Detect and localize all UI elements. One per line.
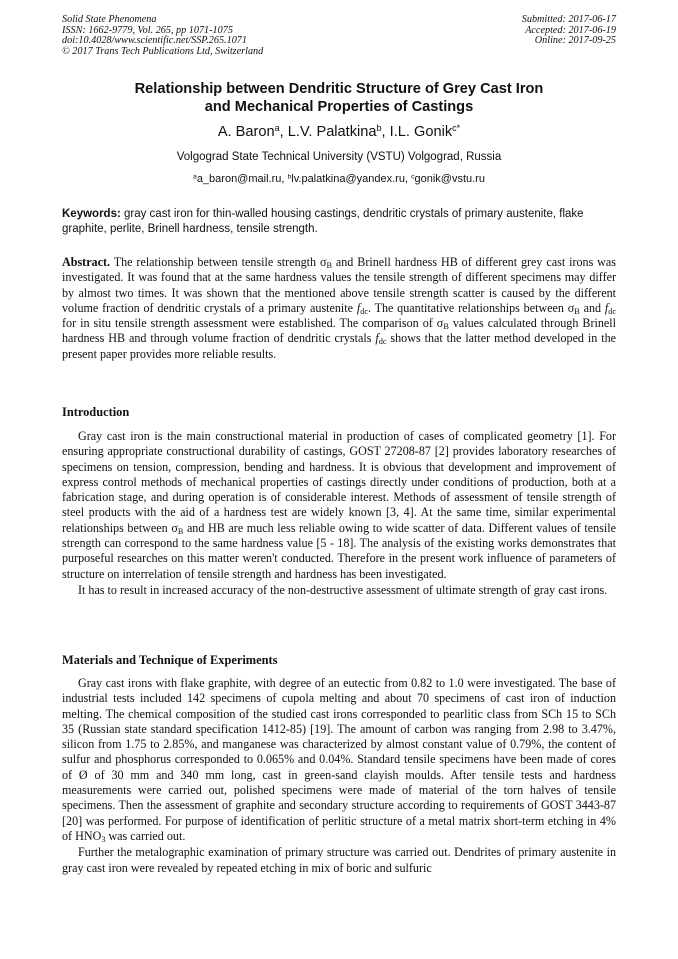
abstract-text: shows that the latter method developed in the present paper provides more reliable results. [62,331,616,361]
symbol: f [356,300,361,315]
journal-doi: doi:10.4028/www.scientific.net/SSP.265.1071 [62,35,247,47]
keywords-label: Keywords: [62,208,121,220]
affiliation: Volgograd State Technical University (VSTU) Volgograd, Russia [176,151,502,163]
author-emails [40,172,638,186]
symbol: f [604,300,609,315]
abstract [62,255,616,362]
paragraph: It has to result in increased accuracy of the non-destructive assessment of ultimate strength of gray cast irons. [78,582,608,597]
paragraph-text: and HB are much less reliable owing to wide scatter of data. Different values of tensile strength can correspond to the same hardness value [5 - 18]. The analysis of the existing works demonstrates that purposeful researches on this matter weren't conducted. Therefore in the present work influence of parameters of structure on interrelation of tensile strength and hardness has been investigated. [62,520,616,581]
abstract-label: Abstract. [62,255,111,269]
journal-header-right [522,15,616,47]
email-mark: b [287,173,292,181]
subscript: B [177,526,184,536]
abstract-text: and Brinell hardness HB of different grey cast irons was investigated. It was found that at the same hardness values the tensile strength of different specimens may differ by almost two times. It was shown that the mentioned above tensile strength scatter is caused by the different volume fraction of dendritic crystals of a primary austenite [62,255,616,315]
journal-header-left [62,15,263,57]
title-line-2: and Mechanical Properties of Castings [204,99,474,115]
subscript: B [443,322,449,332]
materials-body [62,676,616,876]
section-heading-materials: Materials and Technique of Experiments [62,653,278,667]
author-affil-mark: a [274,123,280,134]
email-link[interactable]: lv.palatkina@yandex.ru, [291,173,412,185]
symbol: f [375,331,379,346]
email-mark: c [411,173,415,181]
paragraph-text: was carried out. [105,828,186,843]
author-name: , L.V. Palatkina [279,124,377,140]
subscript: B [326,261,332,271]
journal-issn: ISSN: 1662-9779, Vol. 265, pp 1071-1075 [62,24,233,36]
subscript: B [574,306,580,316]
paragraph [62,429,616,582]
journal-name: Solid State Phenomena [62,14,157,25]
paragraph-text: Gray cast iron is the main constructional material in production of cases of complicated geometry [1]. For ensuring appropriate constructional durability of castings, GOST 27208-87 [2] provides laboratory researches of specimens on tension, compression, bending and hardness. It is obvious that development and improvement of express control methods of mechanical properties of castings directly under conditions of production, both at a fabrication stage, and during operation is of considerable interest. Methods of assessment of tensile strength of steel products with the aid of a hardness test are widely known [3, 4]. At the same time, similar experimental relationships between σ [62,429,616,535]
author-name: A. Baron [217,124,275,140]
author-list [40,123,638,141]
subscript: dc [360,306,368,316]
email-mark: a [193,173,197,181]
title-line-1: Relationship between Dendritic Structure of Grey Cast Iron [134,81,544,97]
subscript: 3 [101,835,106,845]
abstract-text: The relationship between tensile strength σ [110,255,327,269]
paragraph: Further the metalographic examination of primary structure was carried out. Dendrites of primary austenite in gray cast iron were revealed by repeated etching in mix of boric and sulfuric [62,845,616,875]
keywords [62,207,616,236]
abstract-text: for in situ tensile strength assessment were established. The comparison of σ [62,316,444,331]
abstract-text: and [579,300,605,315]
submitted-date: Submitted: 2017-06-17 [521,14,616,25]
author-affil-mark: c* [452,123,461,134]
subscript: dc [608,306,616,316]
email-link[interactable]: a_baron@mail.ru, [196,173,288,185]
abstract-text: values calculated through Brinell hardness HB and through volume fraction of dendritic crystals [62,316,617,346]
author-name: , I.L. Gonik [381,124,453,140]
online-date: Online: 2017-09-25 [534,35,616,47]
journal-copyright: © 2017 Trans Tech Publications Ltd, Switzerland [62,45,264,57]
author-affil-mark: b [376,123,382,134]
email-link[interactable]: gonik@vstu.ru [414,173,485,185]
paragraph [62,676,616,844]
abstract-text: . The quantitative relationships between σ [367,300,575,315]
keywords-text: gray cast iron for thin-walled housing castings, dendritic crystals of primary austenite, flake graphite, perlite, Brinell hardness, tensile strength. [62,208,584,235]
subscript: dc [378,337,387,347]
paper-title [40,80,638,116]
section-heading-introduction: Introduction [62,405,130,419]
paragraph-text: Gray cast irons with flake graphite, with degree of an eutectic from 0.82 to 1.0 were investigated. The base of industrial tests included 142 specimens of cupola melting and about 70 specimens of cast iron of induction melting. The chemical composition of the studied cast irons corresponded to pearlitic class from SCh 15 to SCh 35 (Russian state standard specification 1412-85) [19]. The amount of carbon was ranging from 2.98 to 3.47%, silicon from 1.75 to 2.85%, and manganese was characterized by almost constant value of 0.79%, the content of sulfur and phosphorus corresponded to 0.065% and 0.04%. Standard tensile specimens have been made of cores of Ø of 30 mm and 340 mm long, cast in green-sand clayish moulds. After tensile tests and hardness measurements were carried out, polished specimens were made of material of the torn halves of tensile specimens. Then the assessment of graphite and secondary structure according to requirements of GOST 3443-87 [20] was performed. For purpose of identification of perlitic structure of a metal matrix short-term etching in 4% of HNO [62,676,616,843]
accepted-date: Accepted: 2017-06-19 [525,24,616,36]
introduction-body [62,429,616,598]
